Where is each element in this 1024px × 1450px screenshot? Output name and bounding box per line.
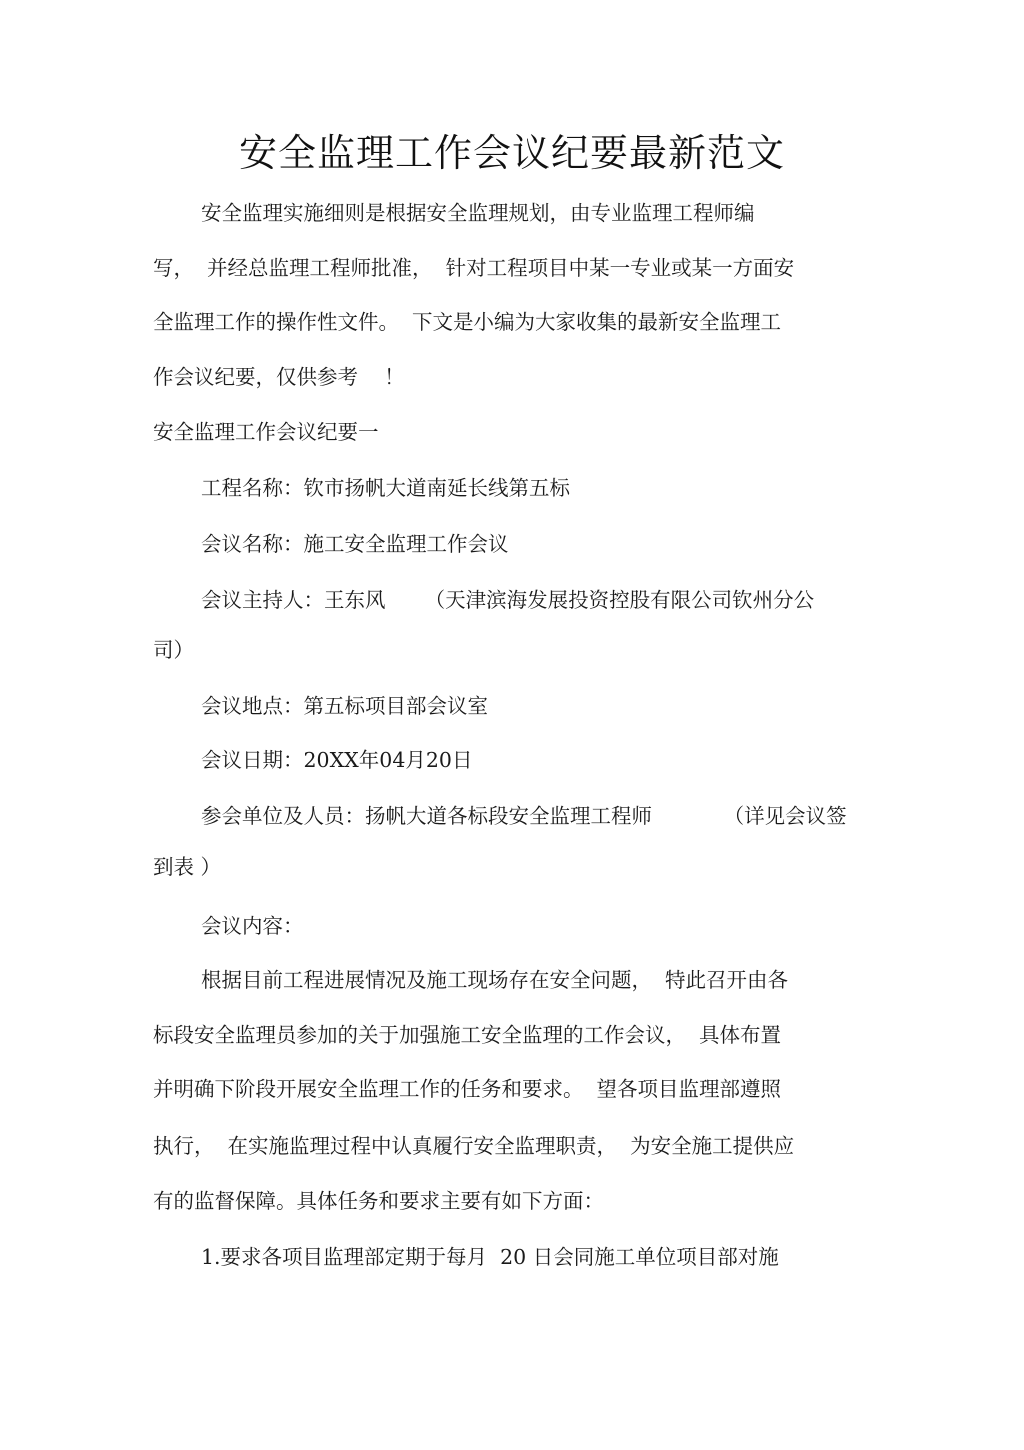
info-line-host: 会议主持人：王东风 （天津滨海发展投资控股有限公司钦州分公 xyxy=(201,588,815,612)
section-heading: 安全监理工作会议纪要一 xyxy=(153,420,379,444)
paragraph-line: 执行， 在实施监理过程中认真履行安全监理职责， 为安全施工提供应 xyxy=(153,1134,795,1158)
document-title: 安全监理工作会议纪要最新范文 xyxy=(238,131,785,175)
info-line-date: 会议日期：20XX年04月20日 xyxy=(201,748,473,772)
info-line-attendees-cont: 到表 ） xyxy=(153,855,222,879)
paragraph-line: 根据目前工程进展情况及施工现场存在安全问题， 特此召开由各 xyxy=(201,968,789,992)
paragraph-line: 安全监理实施细则是根据安全监理规划，由专业监理工程师编 xyxy=(201,201,755,225)
paragraph-line: 并明确下阶段开展安全监理工作的任务和要求。 望各项目监理部遵照 xyxy=(153,1077,782,1101)
paragraph-line: 标段安全监理员参加的关于加强施工安全监理的工作会议， 具体布置 xyxy=(153,1023,782,1047)
info-line-host-cont: 司） xyxy=(153,638,194,662)
info-line-location: 会议地点：第五标项目部会议室 xyxy=(201,694,488,718)
paragraph-line: 作会议纪要，仅供参考 ！ xyxy=(153,365,405,389)
info-line-content-label: 会议内容： xyxy=(201,914,304,938)
paragraph-line: 全监理工作的操作性文件。 下文是小编为大家收集的最新安全监理工 xyxy=(153,310,782,334)
info-line-project-name: 工程名称：钦市扬帆大道南延长线第五标 xyxy=(201,476,570,500)
paragraph-line: 有的监督保障。具体任务和要求主要有如下方面： xyxy=(153,1189,604,1213)
list-item-1: 1.要求各项目监理部定期于每月 20 日会同施工单位项目部对施 xyxy=(201,1245,779,1269)
info-line-attendees: 参会单位及人员：扬帆大道各标段安全监理工程师 （详见会议签 xyxy=(201,804,847,828)
info-line-meeting-name: 会议名称：施工安全监理工作会议 xyxy=(201,532,509,556)
paragraph-line: 写， 并经总监理工程师批准， 针对工程项目中某一专业或某一方面安 xyxy=(153,256,795,280)
